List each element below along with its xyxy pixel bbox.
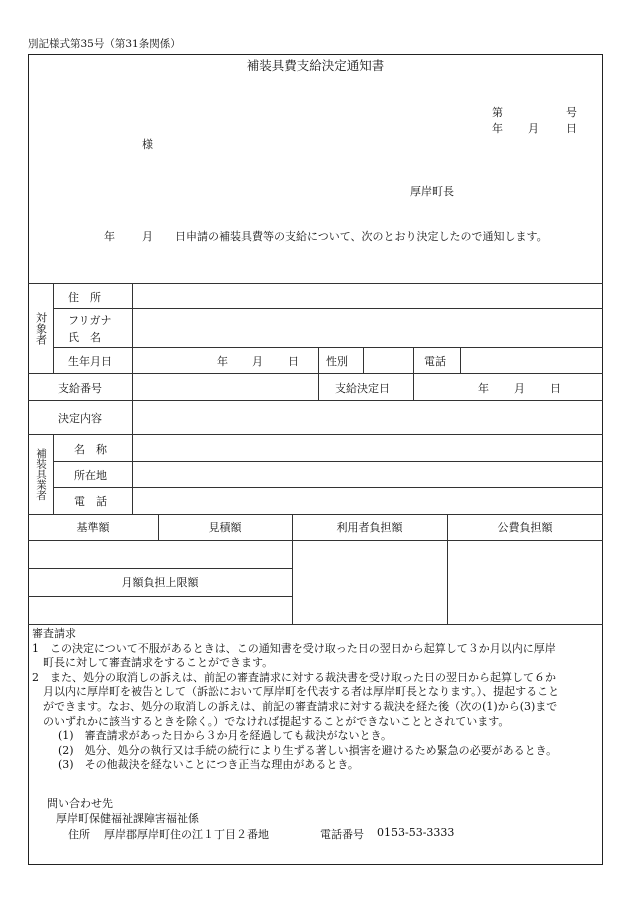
contact-address: 厚岸郡厚岸町住の江１丁目２番地: [104, 828, 269, 841]
decision-content-label: 決定内容: [58, 412, 102, 425]
appeal-sub-2: (2) 処分、処分の執行又は手続の続行により生ずる著しい損害を避けるため緊急の必要があるとき。: [58, 743, 558, 757]
sex-label: 性別: [326, 355, 348, 368]
row-line: [28, 596, 292, 597]
appeal-item-1: 1 この決定について不服があるときは、この通知書を受け取った日の翌日から起算して３か月以内に厚岸: [32, 641, 556, 655]
monthly-cap-label: 月額負担上限額: [121, 576, 199, 589]
vendor-phone-label: 電 話: [74, 495, 107, 508]
contact-department: 厚岸町保健福祉課障害福祉係: [56, 812, 199, 825]
contact-address-label: 住所: [68, 828, 90, 841]
row-line: [53, 487, 603, 488]
row-line: [53, 308, 603, 309]
table-bottom-line: [28, 624, 603, 625]
row-line: [53, 347, 603, 348]
phone-label: 電話: [424, 355, 446, 368]
name-label: 氏 名: [68, 331, 101, 344]
vendor-name-label: 名 称: [74, 443, 107, 456]
vendor-location-label: 所在地: [74, 469, 107, 482]
decision-year: 年: [478, 382, 489, 395]
row-line: [28, 400, 603, 401]
doc-date-year: 年: [492, 122, 503, 135]
col-line: [460, 347, 461, 373]
appeal-item-2: 2 また、処分の取消しの訴えは、前記の審査請求に対する裁決書を受け取った日の翌日から起算して６か: [32, 670, 556, 684]
row-line: [28, 434, 603, 435]
addressee-honorific: 様: [142, 138, 153, 151]
decision-month: 月: [514, 382, 525, 395]
appeal-item-2-cont: のいずれかに該当するときを除く。）でなければ提起することができないこととされています。: [43, 714, 510, 728]
estimate-amount-label: 見積額: [208, 521, 242, 534]
row-line: [28, 540, 603, 541]
appeal-heading: 審査請求: [32, 627, 76, 640]
public-burden-label: 公費負担額: [497, 521, 553, 534]
form-number-label: 別記様式第35号（第31条関係）: [28, 38, 181, 50]
appeal-item-2-cont: ができます。なお、処分の取消しの訴えは、前記の審査請求に対する裁決を経た後（次の(1)から(3)まで: [43, 699, 558, 713]
col-line: [53, 434, 54, 514]
col-line: [132, 283, 133, 514]
doc-number-prefix: 第: [492, 106, 503, 119]
intro-text: 日申請の補装具費等の支給について、次のとおり決定したので通知します。: [175, 230, 548, 243]
birth-month: 月: [252, 355, 263, 368]
table-top-line: [28, 283, 603, 284]
row-line: [53, 461, 603, 462]
standard-amount-label: 基準額: [76, 521, 110, 534]
contact-phone-label: 電話番号: [320, 828, 364, 841]
user-burden-label: 利用者負担額: [336, 521, 403, 534]
contact-phone: 0153-53-3333: [377, 826, 455, 839]
appeal-notice: [32, 627, 559, 773]
issuer-name: 厚岸町長: [410, 185, 454, 198]
row-line: [28, 373, 603, 374]
payment-number-label: 支給番号: [58, 382, 102, 395]
doc-number-suffix: 号: [566, 106, 577, 119]
intro-month: 月: [142, 230, 153, 243]
intro-year: 年: [104, 230, 115, 243]
page-title: 補装具費支給決定通知書: [246, 58, 385, 73]
col-line: [363, 347, 364, 373]
birth-year: 年: [217, 355, 228, 368]
appeal-item-1-cont: 町長に対して審査請求をすることができます。: [43, 656, 274, 670]
doc-date-day: 日: [566, 122, 577, 135]
appeal-sub-3: (3) その他裁決を経ないことにつき正当な理由があるとき。: [58, 758, 359, 772]
col-line: [318, 347, 319, 400]
appeal-sub-1: (1) 審査請求があった日から３か月を経過しても裁決がないとき。: [58, 729, 393, 743]
decision-date-label: 支給決定日: [335, 382, 390, 395]
address-label: 住 所: [68, 291, 101, 304]
col-line: [413, 347, 414, 400]
birthdate-label: 生年月日: [68, 355, 112, 368]
vendor-group-label: 補装具業者: [35, 447, 47, 501]
appeal-item-2-cont: 月以内に厚岸町を被告として（訴訟において厚岸町を代表する者は厚岸町長となります。）、提起すること: [43, 685, 560, 699]
col-line: [53, 283, 54, 373]
furigana-label: フリガナ: [68, 314, 112, 327]
decision-day: 日: [550, 382, 561, 395]
birth-day: 日: [288, 355, 299, 368]
doc-date-month: 月: [528, 122, 539, 135]
subject-group-label: 対象者: [34, 311, 48, 345]
contact-heading: 問い合わせ先: [47, 797, 113, 810]
